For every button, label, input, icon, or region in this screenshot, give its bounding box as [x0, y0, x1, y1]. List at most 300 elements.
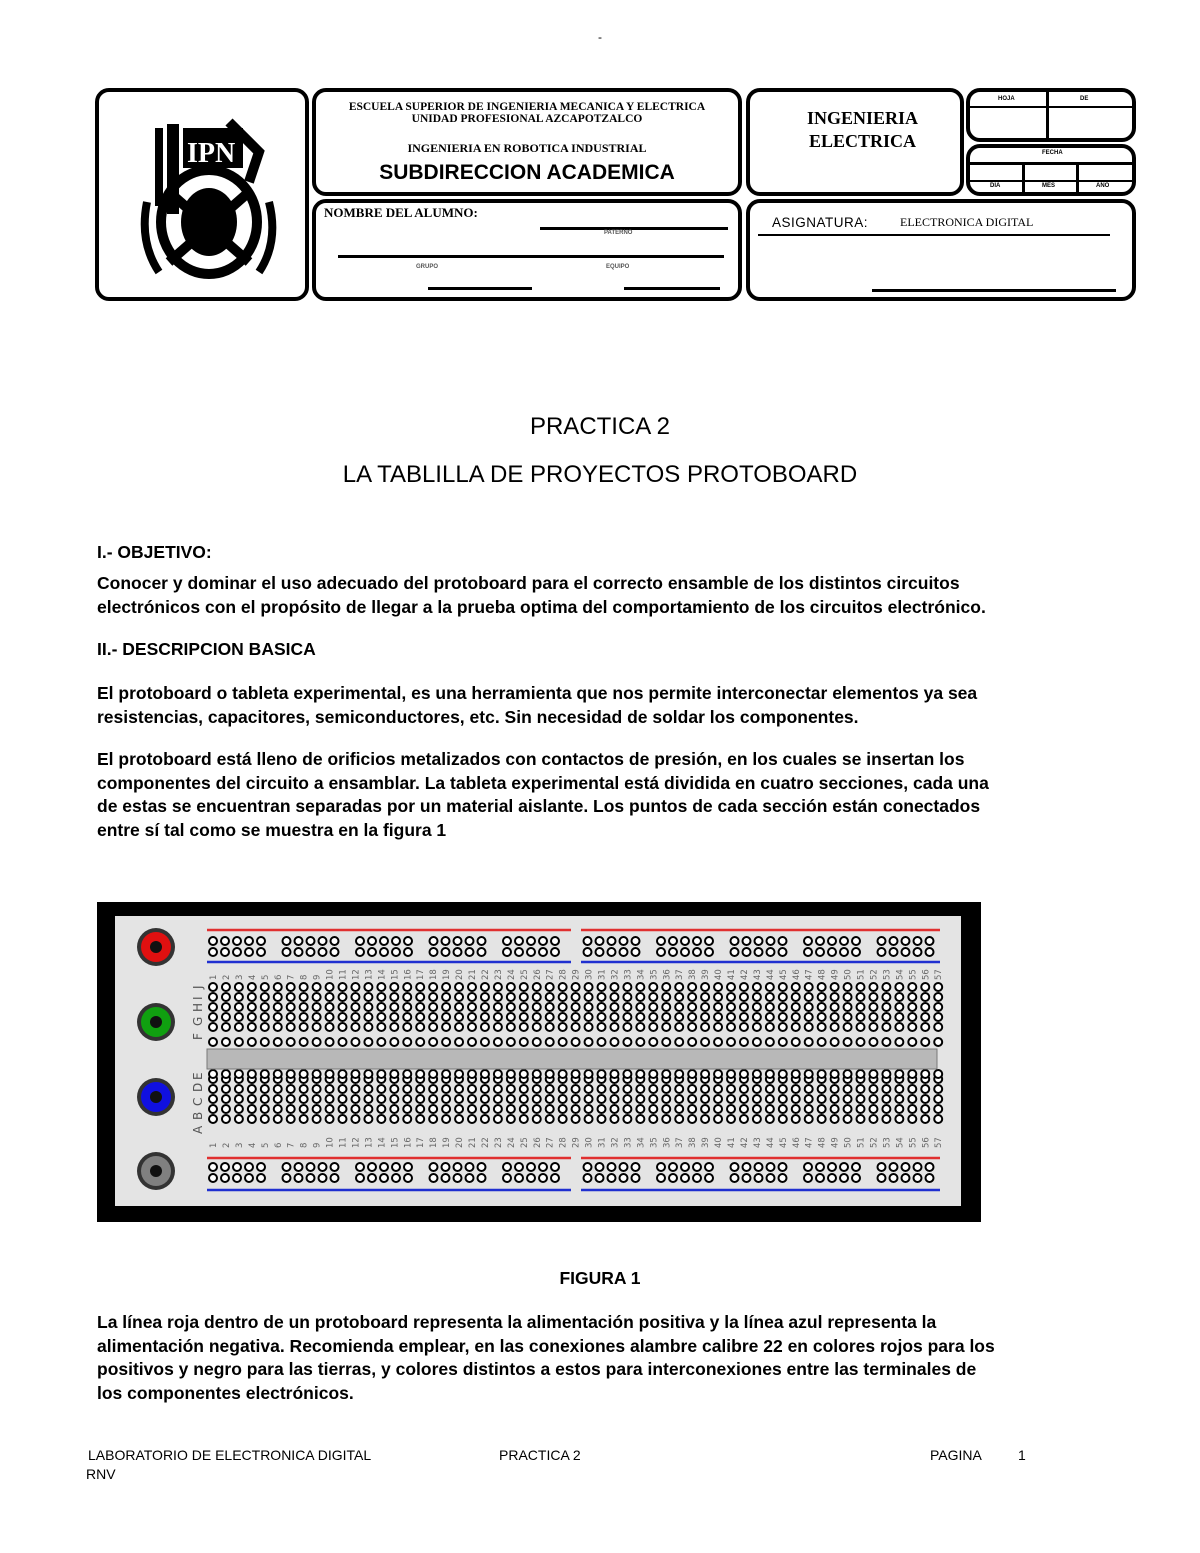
rail-hole [608, 1163, 616, 1171]
column-number: 32 [610, 1137, 621, 1148]
terminal-hole [857, 1105, 865, 1113]
terminal-hole [468, 1023, 476, 1031]
terminal-hole [442, 1115, 450, 1123]
terminal-hole [442, 1070, 450, 1078]
rail-hole [551, 937, 559, 945]
terminal-hole [701, 1070, 709, 1078]
terminal-hole [844, 983, 852, 991]
terminal-hole [779, 1085, 787, 1093]
rail-hole [669, 948, 677, 956]
rail-hole [209, 1163, 217, 1171]
terminal-hole [805, 1003, 813, 1011]
terminal-hole [857, 1038, 865, 1046]
terminal-hole [326, 1070, 334, 1078]
terminal-hole [701, 1013, 709, 1021]
rail-hole [632, 1174, 640, 1182]
terminal-hole [921, 1085, 929, 1093]
terminal-hole [662, 1003, 670, 1011]
terminal-hole [326, 1095, 334, 1103]
terminal-hole [533, 1095, 541, 1103]
rail-hole [926, 948, 934, 956]
terminal-hole [882, 983, 890, 991]
column-number: 15 [390, 969, 401, 980]
terminal-hole [921, 1023, 929, 1031]
terminal-hole [209, 983, 217, 991]
terminal-hole [869, 1003, 877, 1011]
terminal-hole [377, 1023, 385, 1031]
terminal-hole [688, 1105, 696, 1113]
terminal-hole [921, 1095, 929, 1103]
rail-hole [620, 1174, 628, 1182]
rail-hole [503, 937, 511, 945]
column-number: 22 [480, 1137, 491, 1148]
terminal-hole [857, 1115, 865, 1123]
column-number: 33 [623, 1137, 634, 1148]
terminal-hole [533, 1105, 541, 1113]
rail-hole [852, 937, 860, 945]
column-number: 10 [325, 1137, 336, 1148]
column-number: 27 [545, 969, 556, 980]
terminal-hole [753, 993, 761, 1001]
rail-hole [331, 1163, 339, 1171]
terminal-hole [300, 1085, 308, 1093]
terminal-hole [934, 1115, 942, 1123]
terminal-hole [688, 1013, 696, 1021]
rail-hole [515, 937, 523, 945]
row-letter: I [191, 996, 205, 1000]
terminal-hole [805, 1070, 813, 1078]
terminal-hole [908, 1115, 916, 1123]
rail-hole [527, 1174, 535, 1182]
rail-hole [283, 1163, 291, 1171]
terminal-hole [300, 1013, 308, 1021]
terminal-hole [921, 1013, 929, 1021]
terminal-hole [429, 993, 437, 1001]
paragraph-line: La línea roja dentro de un protoboard representa la alimentación positiva y la línea azul representa la [97, 1312, 937, 1332]
rail-hole [380, 1174, 388, 1182]
rail-hole [926, 1163, 934, 1171]
terminal-hole [222, 1105, 230, 1113]
column-number: 35 [649, 969, 660, 980]
rail-hole [840, 1163, 848, 1171]
terminal-hole [688, 993, 696, 1001]
rail-hole [852, 1174, 860, 1182]
column-number: 46 [791, 969, 802, 980]
de-label: DE [1080, 96, 1089, 102]
terminal-hole [339, 1085, 347, 1093]
column-number: 14 [377, 969, 388, 980]
column-number: 37 [675, 1137, 686, 1148]
rail-hole [693, 1174, 701, 1182]
rail-hole [902, 948, 910, 956]
terminal-hole [740, 1105, 748, 1113]
column-number: 46 [791, 1137, 802, 1148]
terminal-hole [805, 1038, 813, 1046]
terminal-hole [701, 1085, 709, 1093]
rail-hole [283, 948, 291, 956]
rail-hole [466, 1174, 474, 1182]
rail-hole [368, 948, 376, 956]
terminal-hole [546, 1105, 554, 1113]
terminal-hole [442, 983, 450, 991]
terminal-hole [882, 1070, 890, 1078]
terminal-hole [261, 1038, 269, 1046]
terminal-hole [364, 1038, 372, 1046]
rail-hole [620, 1163, 628, 1171]
terminal-hole [701, 1023, 709, 1031]
terminal-hole [805, 1095, 813, 1103]
terminal-hole [520, 1085, 528, 1093]
terminal-hole [403, 1023, 411, 1031]
terminal-hole [675, 993, 683, 1001]
terminal-hole [559, 1013, 567, 1021]
rail-hole [527, 1163, 535, 1171]
terminal-hole [766, 1095, 774, 1103]
terminal-hole [326, 1038, 334, 1046]
terminal-hole [248, 1115, 256, 1123]
terminal-hole [339, 1023, 347, 1031]
terminal-hole [610, 983, 618, 991]
terminal-hole [287, 1095, 295, 1103]
column-number: 26 [532, 969, 543, 980]
terminal-hole [248, 1013, 256, 1021]
rail-hole [221, 937, 229, 945]
terminal-hole [714, 1085, 722, 1093]
column-number: 31 [597, 1137, 608, 1148]
terminal-hole [649, 1003, 657, 1011]
terminal-hole [222, 1038, 230, 1046]
terminal-hole [390, 1115, 398, 1123]
terminal-hole [559, 993, 567, 1001]
terminal-hole [844, 1095, 852, 1103]
terminal-hole [585, 1095, 593, 1103]
column-number: 34 [636, 1137, 647, 1148]
terminal-hole [714, 1023, 722, 1031]
rail-hole [657, 1174, 665, 1182]
terminal-hole [908, 1003, 916, 1011]
binding-post-terminal [150, 1016, 162, 1028]
terminal-hole [313, 983, 321, 991]
terminal-hole [921, 1070, 929, 1078]
terminal-hole [520, 1023, 528, 1031]
column-number: 52 [869, 1137, 880, 1148]
paragraph-line: de estas se encuentran separadas por un material aislante. Los puntos de cada sección están conectados [97, 796, 981, 816]
terminal-hole [675, 1095, 683, 1103]
terminal-hole [649, 1085, 657, 1093]
terminal-hole [740, 1085, 748, 1093]
column-number: 57 [934, 969, 945, 980]
terminal-hole [235, 1070, 243, 1078]
terminal-hole [261, 993, 269, 1001]
column-number: 51 [856, 969, 867, 980]
column-number: 23 [493, 1137, 504, 1148]
terminal-hole [481, 1105, 489, 1113]
rail-hole [669, 937, 677, 945]
column-number: 26 [532, 1137, 543, 1148]
terminal-hole [222, 1003, 230, 1011]
terminal-hole [844, 1105, 852, 1113]
terminal-hole [287, 983, 295, 991]
terminal-hole [921, 1038, 929, 1046]
terminal-hole [351, 1038, 359, 1046]
terminal-hole [494, 1038, 502, 1046]
terminal-hole [351, 993, 359, 1001]
terminal-hole [520, 1038, 528, 1046]
terminal-hole [921, 1115, 929, 1123]
rail-hole [319, 948, 327, 956]
terminal-hole [779, 1115, 787, 1123]
terminal-hole [313, 1115, 321, 1123]
terminal-hole [675, 1003, 683, 1011]
terminal-hole [779, 993, 787, 1001]
terminal-hole [313, 1105, 321, 1113]
paragraph-line: alimentación negativa. Recomienda emplear, en las conexiones alambre calibre 22 en colores rojos para los [97, 1335, 995, 1356]
terminal-hole [844, 993, 852, 1001]
terminal-hole [818, 993, 826, 1001]
rail-hole [430, 948, 438, 956]
terminal-hole [662, 1023, 670, 1031]
terminal-hole [805, 1085, 813, 1093]
equipo-label: EQUIPO [606, 264, 630, 270]
terminal-hole [481, 1095, 489, 1103]
column-number: 56 [921, 1137, 932, 1148]
terminal-hole [727, 1070, 735, 1078]
objetivo-heading: I.- OBJETIVO: [97, 542, 212, 562]
terminal-hole [390, 1105, 398, 1113]
terminal-hole [598, 1115, 606, 1123]
terminal-hole [364, 983, 372, 991]
terminal-hole [248, 1095, 256, 1103]
rail-hole [307, 937, 315, 945]
terminal-hole [494, 1085, 502, 1093]
terminal-hole [675, 1013, 683, 1021]
terminal-hole [377, 1003, 385, 1011]
terminal-hole [494, 993, 502, 1001]
terminal-hole [351, 1070, 359, 1078]
column-number: 14 [377, 1137, 388, 1148]
column-number: 18 [429, 969, 440, 980]
terminal-hole [598, 1095, 606, 1103]
terminal-hole [339, 1038, 347, 1046]
terminal-hole [598, 1023, 606, 1031]
terminal-hole [882, 1013, 890, 1021]
terminal-hole [455, 1013, 463, 1021]
rail-hole [681, 948, 689, 956]
column-number: 12 [351, 1137, 362, 1148]
rail-hole [828, 948, 836, 956]
terminal-hole [831, 1085, 839, 1093]
terminal-hole [688, 1095, 696, 1103]
column-number: 54 [895, 969, 906, 980]
terminal-hole [248, 993, 256, 1001]
figure-caption: FIGURA 1 [559, 1268, 641, 1288]
terminal-hole [688, 1003, 696, 1011]
terminal-hole [727, 1013, 735, 1021]
terminal-hole [818, 1095, 826, 1103]
rail-hole [478, 1163, 486, 1171]
terminal-hole [364, 1003, 372, 1011]
terminal-hole [610, 1095, 618, 1103]
rail-hole [816, 937, 824, 945]
terminal-hole [636, 1003, 644, 1011]
rail-hole [731, 1163, 739, 1171]
column-number: 42 [739, 969, 750, 980]
terminal-hole [559, 1070, 567, 1078]
terminal-hole [740, 1095, 748, 1103]
rail-hole [233, 948, 241, 956]
rail-hole [454, 1174, 462, 1182]
terminal-hole [429, 1013, 437, 1021]
terminal-hole [636, 983, 644, 991]
terminal-hole [313, 1070, 321, 1078]
rail-hole [890, 937, 898, 945]
terminal-hole [403, 1115, 411, 1123]
terminal-hole [429, 1038, 437, 1046]
row-letter: E [191, 1072, 205, 1080]
terminal-hole [818, 1013, 826, 1021]
descripcion-heading: II.- DESCRIPCION BASICA [97, 639, 316, 659]
rail-hole [804, 1163, 812, 1171]
rail-hole [356, 1163, 364, 1171]
terminal-hole [222, 1085, 230, 1093]
terminal-hole [740, 1038, 748, 1046]
rail-hole [331, 937, 339, 945]
column-number: 6 [273, 1142, 284, 1148]
column-number: 8 [299, 1142, 310, 1148]
terminal-hole [559, 1115, 567, 1123]
terminal-hole [403, 1038, 411, 1046]
terminal-hole [481, 1085, 489, 1093]
terminal-hole [222, 1070, 230, 1078]
rail-hole [527, 948, 535, 956]
terminal-hole [572, 983, 580, 991]
terminal-hole [416, 1105, 424, 1113]
terminal-hole [261, 1105, 269, 1113]
terminal-hole [598, 1038, 606, 1046]
rail-hole [209, 937, 217, 945]
terminal-hole [869, 1115, 877, 1123]
terminal-hole [235, 1115, 243, 1123]
terminal-hole [623, 1095, 631, 1103]
terminal-hole [895, 993, 903, 1001]
terminal-hole [520, 1105, 528, 1113]
column-number: 33 [623, 969, 634, 980]
terminal-hole [507, 1115, 515, 1123]
descripcion-paragraph-3 [97, 1311, 1117, 1405]
protoboard-figure [97, 902, 981, 1222]
terminal-hole [779, 1013, 787, 1021]
terminal-hole [598, 993, 606, 1001]
terminal-hole [585, 1115, 593, 1123]
rail-hole [478, 1174, 486, 1182]
terminal-hole [701, 1105, 709, 1113]
rail-hole [596, 1163, 604, 1171]
terminal-hole [908, 1085, 916, 1093]
terminal-hole [287, 1003, 295, 1011]
rail-hole [755, 937, 763, 945]
terminal-hole [209, 993, 217, 1001]
rail-hole [392, 937, 400, 945]
terminal-hole [287, 993, 295, 1001]
terminal-hole [869, 1023, 877, 1031]
terminal-hole [222, 1013, 230, 1021]
terminal-hole [364, 1013, 372, 1021]
ipn-logo [99, 92, 305, 297]
terminal-hole [714, 1115, 722, 1123]
fecha-label: FECHA [1042, 150, 1063, 156]
terminal-hole [792, 1003, 800, 1011]
terminal-hole [610, 1013, 618, 1021]
terminal-hole [636, 1095, 644, 1103]
terminal-hole [636, 1085, 644, 1093]
column-number: 19 [442, 969, 453, 980]
rail-hole [442, 1163, 450, 1171]
terminal-hole [701, 993, 709, 1001]
terminal-hole [507, 1095, 515, 1103]
terminal-hole [429, 1023, 437, 1031]
terminal-hole [390, 1003, 398, 1011]
column-number: 2 [221, 1142, 232, 1148]
terminal-hole [377, 1085, 385, 1093]
terminal-hole [675, 1105, 683, 1113]
rail-hole [257, 937, 265, 945]
terminal-hole [481, 983, 489, 991]
terminal-hole [377, 993, 385, 1001]
column-number: 5 [260, 1142, 271, 1148]
rail-hole [503, 1174, 511, 1182]
terminal-hole [805, 1115, 813, 1123]
paragraph-line: los componentes electrónicos. [97, 1382, 354, 1403]
column-number: 1 [209, 974, 219, 980]
rail-hole [743, 1174, 751, 1182]
terminal-hole [248, 1038, 256, 1046]
paragraph-line: componentes del circuito a ensamblar. La tableta experimental está dividida en cuatro secciones, cada una [97, 772, 989, 793]
terminal-hole [468, 1085, 476, 1093]
hoja-label: HOJA [998, 96, 1015, 102]
rail-hole [681, 1163, 689, 1171]
terminal-hole [235, 1105, 243, 1113]
terminal-hole [662, 1105, 670, 1113]
rail-hole [816, 1174, 824, 1182]
terminal-hole [572, 1003, 580, 1011]
terminal-hole [403, 1003, 411, 1011]
terminal-hole [740, 983, 748, 991]
terminal-hole [857, 1070, 865, 1078]
terminal-hole [572, 1023, 580, 1031]
terminal-hole [313, 1085, 321, 1093]
rail-hole [890, 1174, 898, 1182]
terminal-hole [818, 1023, 826, 1031]
terminal-hole [688, 1070, 696, 1078]
terminal-hole [313, 1023, 321, 1031]
rail-hole [392, 948, 400, 956]
terminal-hole [520, 1013, 528, 1021]
terminal-hole [287, 1038, 295, 1046]
terminal-hole [727, 1038, 735, 1046]
rail-hole [584, 948, 592, 956]
column-number: 34 [636, 969, 647, 980]
terminal-hole [339, 1105, 347, 1113]
terminal-hole [623, 1023, 631, 1031]
rail-hole [430, 1163, 438, 1171]
student-label: NOMBRE DEL ALUMNO: [324, 205, 478, 220]
terminal-hole [209, 1023, 217, 1031]
rail-hole [902, 937, 910, 945]
terminal-hole [364, 1085, 372, 1093]
terminal-hole [559, 1105, 567, 1113]
column-number: 45 [778, 1137, 789, 1148]
rail-hole [331, 948, 339, 956]
